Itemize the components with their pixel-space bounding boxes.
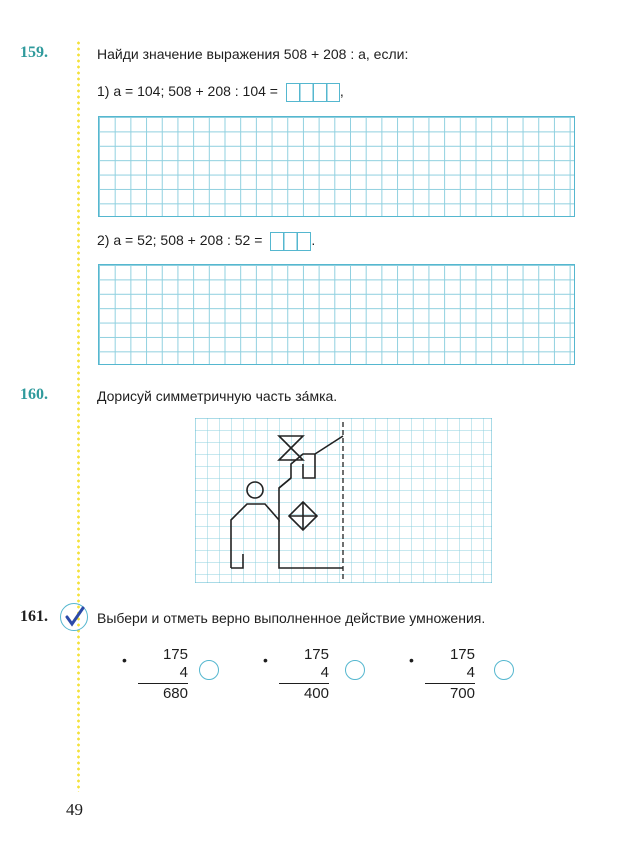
task-160-prompt: Дорисуй симметричную часть за́мка. <box>97 388 338 404</box>
task-159-line-1-text: 1) a = 104; 508 + 208 : 104 = <box>97 83 278 100</box>
option-3-bottom: 4 <box>466 664 475 681</box>
task-159-prompt: Найди значение выражения 508 + 208 : a, если: <box>97 46 409 62</box>
option-3-result: 700 <box>449 685 475 702</box>
answer-box-2[interactable] <box>270 232 311 251</box>
work-grid-2[interactable] <box>98 264 575 365</box>
page-number: 49 <box>66 800 83 819</box>
option-2-result: 400 <box>303 685 329 702</box>
multiplication-option-3: • 175 4 700 <box>409 646 475 702</box>
option-1-bottom: 4 <box>179 664 188 681</box>
castle-grid-figure[interactable] <box>195 418 492 583</box>
task-159-line-1-end: , <box>339 83 344 100</box>
option-3-top: 175 <box>449 646 475 663</box>
task-159-line-2 <box>97 232 315 251</box>
option-1-top: 175 <box>162 646 188 663</box>
option-1-result: 680 <box>162 685 188 702</box>
task-161-number: 161. <box>20 608 48 625</box>
task-159-number: 159. <box>20 44 48 61</box>
option-1-circle[interactable] <box>199 660 219 680</box>
task-159-line-2-text: 2) a = 52; 508 + 208 : 52 = <box>97 232 263 249</box>
check-mark-icon <box>60 603 88 631</box>
task-159-line-2-end: . <box>311 232 316 249</box>
multiplication-option-1: • 175 4 680 <box>122 646 188 702</box>
answer-box-1[interactable] <box>286 83 340 102</box>
option-3-circle[interactable] <box>494 660 514 680</box>
option-2-circle[interactable] <box>345 660 365 680</box>
margin-dotted-line <box>77 40 80 792</box>
multiplication-option-2: • 175 4 400 <box>263 646 329 702</box>
work-grid-1[interactable] <box>98 116 575 217</box>
task-161-prompt: Выбери и отметь верно выполненное действие умножения. <box>97 610 486 626</box>
option-2-bottom: 4 <box>320 664 329 681</box>
option-2-top: 175 <box>303 646 329 663</box>
task-160-number: 160. <box>20 386 48 403</box>
task-159-line-1 <box>97 83 344 102</box>
